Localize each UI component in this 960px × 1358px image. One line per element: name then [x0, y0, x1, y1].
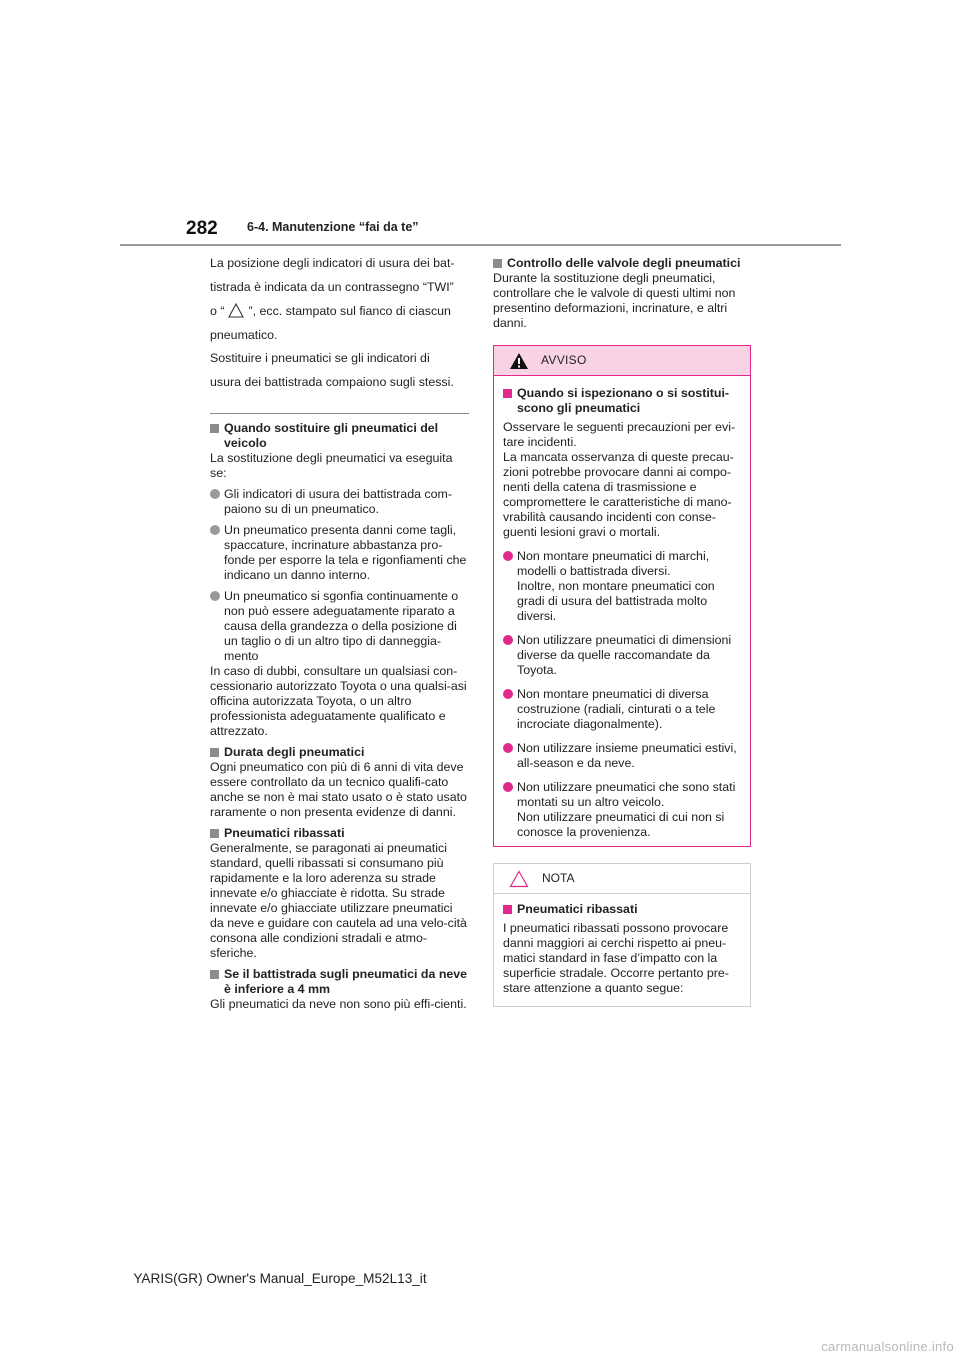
list-item: Un pneumatico presenta danni come tagli, spaccature, incrinature abbastanza pro-fonde per esporre la tela e rigonfiamenti che indicano un danno interno. [210, 523, 469, 583]
list-item: Non utilizzare pneumatici di dimensioni diverse da quelle raccomandate da Toyota. [503, 633, 741, 678]
list-item: Non montare pneumatici di marchi, modelli o battistrada diversi. Inoltre, non montare pneumatici con gradi di usura del battistrada molto diversi. [503, 549, 741, 624]
snow-tire-text: Gli pneumatici da neve non sono più effi-cienti. [210, 997, 467, 1011]
intro-line-with-icon: o “ ”, ecc. stampato sul fianco di ciascun [210, 304, 451, 318]
warning-body [494, 376, 750, 846]
warning-title: AVVISO [541, 353, 587, 367]
note-heading: Pneumatici ribassati [503, 902, 741, 917]
warning-triangle-icon [509, 352, 529, 370]
tread-wear-triangle-icon [228, 303, 244, 318]
footer [0, 1271, 960, 1286]
section-header: 6-4. Manutenzione “fai da te” [247, 220, 419, 234]
page-number: 282 [186, 218, 218, 239]
low-profile-heading: Pneumatici ribassati [210, 826, 469, 841]
bullet-icon [210, 591, 220, 601]
left-column [210, 256, 469, 1012]
intro-text [210, 256, 469, 390]
bullet-icon [210, 525, 220, 535]
square-marker-icon [210, 970, 219, 979]
warning-header [494, 346, 750, 376]
footer-text: YARIS(GR) Owner's Manual_Europe_M52L13_it [133, 1271, 427, 1286]
warning-heading: Quando si ispezionano o si sostitui-scono gli pneumatici [503, 386, 741, 416]
square-marker-icon [210, 424, 219, 433]
warning-text: Osservare le seguenti precauzioni per evi-tare incidenti. [503, 420, 736, 449]
caution-triangle-icon [509, 870, 529, 888]
warning-text: La mancata osservanza di queste precau-zioni potrebbe provocare danni ai compo-nenti della catena di trasmissione e compromettere le caratteristiche di mano-vrabilità causando incidenti con conse-guenti lesioni gravi o mortali. [503, 450, 734, 539]
square-marker-icon [503, 389, 512, 398]
bullet-icon [503, 782, 513, 792]
bullet-icon [503, 743, 513, 753]
note-body [494, 894, 750, 1006]
section-divider [210, 413, 469, 414]
watermark: carmanualsonline.info [821, 1339, 954, 1354]
intro-line: pneumatico. [210, 327, 278, 342]
note-text: I pneumatici ribassati possono provocare danni maggiori ai cerchi rispetto ai pneu-matici standard in fase d’impatto con la superficie stradale. Occorre pertanto pre-stare attenzione a quanto segue: [503, 921, 729, 995]
square-marker-icon [210, 829, 219, 838]
bullet-icon [503, 635, 513, 645]
warning-box [493, 345, 751, 847]
valve-check-heading: Controllo delle valvole degli pneumatici [493, 256, 751, 271]
tire-life-heading: Durata degli pneumatici [210, 745, 469, 760]
note-box [493, 863, 751, 1007]
intro-line: La posizione degli indicatori di usura dei bat- [210, 256, 455, 270]
bullet-icon [503, 551, 513, 561]
list-item: Non utilizzare pneumatici che sono stati montati su un altro veicolo. Non utilizzare pneumatici di cui non si conosce la provenienza. [503, 780, 741, 840]
bullet-icon [210, 489, 220, 499]
intro-line: Sostituire i pneumatici se gli indicatori di [210, 351, 430, 365]
dealer-note: In caso di dubbi, consultare un qualsiasi con-cessionario autorizzato Toyota o una qualsi-asi officina autorizzata Toyota, o un altro professionista adeguatamente qualificato e attrezzato. [210, 664, 467, 738]
square-marker-icon [503, 905, 512, 914]
header-rule [120, 244, 841, 246]
list-item: Non montare pneumatici di diversa costruzione (radiali, cinturati o a tele incrociate diagonalmente). [503, 687, 741, 732]
list-item: Gli indicatori di usura dei battistrada com-paiono su di un pneumatico. [210, 487, 469, 517]
valve-check-text: Durante la sostituzione degli pneumatici, controllare che le valvole di questi ultimi non presentino deformazioni, incrinature, e altri danni. [493, 271, 736, 330]
list-item: Un pneumatico si sgonfia continuamente o non può essere adeguatamente riparato a causa della grandezza o della posizione di un taglio o di un altro tipo di danneggia-mento [210, 589, 469, 664]
tire-life-text: Ogni pneumatico con più di 6 anni di vita deve essere controllato da un tecnico qualifi-cato anche se non è mai stato usato o è stato usato raramente o non presenta evidenze di danni. [210, 760, 467, 819]
bullet-icon [503, 689, 513, 699]
right-column [493, 256, 751, 1007]
when-to-replace-text: La sostituzione degli pneumatici va eseguita se: [210, 451, 453, 480]
note-title: NOTA [542, 871, 575, 885]
square-marker-icon [493, 259, 502, 268]
intro-line: usura dei battistrada compaiono sugli stessi. [210, 374, 454, 389]
when-to-replace-heading: Quando sostituire gli pneumatici del veicolo [210, 421, 469, 451]
square-marker-icon [210, 748, 219, 757]
intro-line: tistrada è indicata da un contrassegno “TWI” [210, 279, 454, 294]
list-item: Non utilizzare insieme pneumatici estivi, all-season e da neve. [503, 741, 741, 771]
note-header [494, 864, 750, 894]
low-profile-text: Generalmente, se paragonati ai pneumatici standard, quelli ribassati si consumano più rapidamente e la loro aderenza su strade innevate e/o ghiacciate è ridotta. Su strade innevate e/o ghiacciate utilizzare pneumatici da neve e guidare con cautela ad una velo-cità consona alle condizioni stradali e atmo-sferiche. [210, 841, 467, 960]
snow-tire-heading: Se il battistrada sugli pneumatici da neve è inferiore a 4 mm [210, 967, 469, 997]
